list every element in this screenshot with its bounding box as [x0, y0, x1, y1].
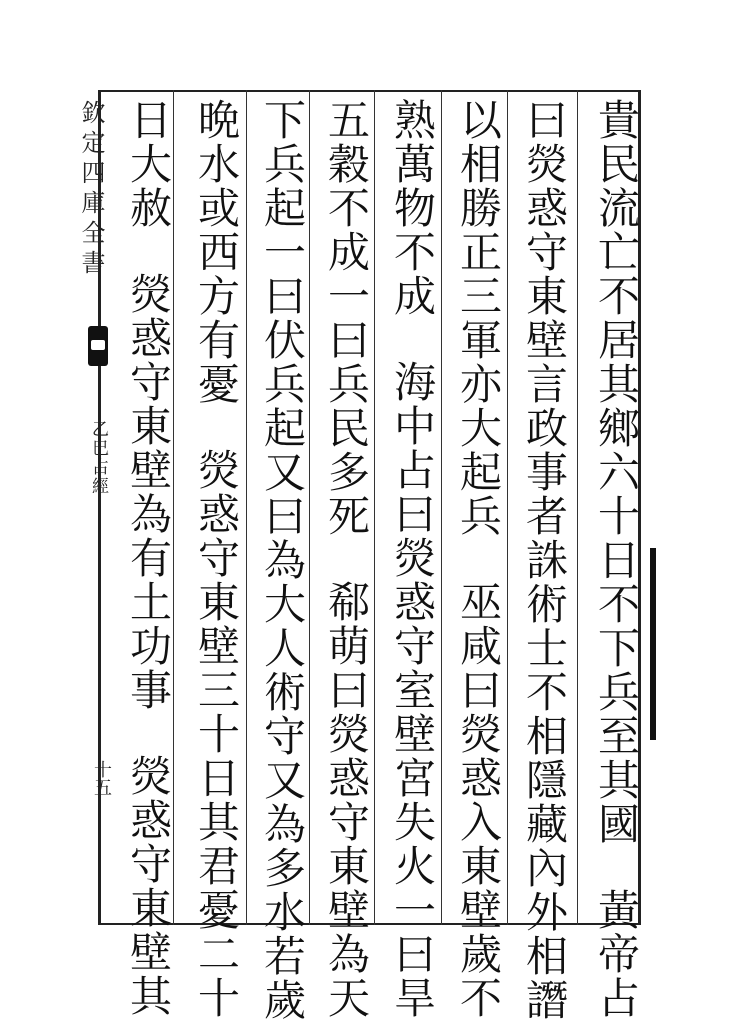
- text-segment: 下兵起一曰伏兵起又曰為大人術守又為多水若歲: [258, 98, 307, 1022]
- text-segment: 熟萬物不成: [388, 98, 437, 318]
- text-column-8: [120, 98, 176, 1018]
- text-column-4: [384, 98, 440, 1020]
- text-segment: 海中占曰熒惑守室壁宮失火一曰旱: [388, 360, 437, 1020]
- column-rule: [577, 90, 578, 925]
- text-column-1: [588, 98, 644, 1020]
- text-segment: 貴民流亡不居其鄉六十日不下兵至其國: [592, 98, 641, 846]
- text-segment: 五穀不成一曰兵民多死: [322, 98, 371, 538]
- text-segment: 日大赦: [124, 98, 173, 230]
- text-column-3: [450, 98, 506, 1020]
- text-segment: 曰熒惑守東壁言政事者誅術士不相隱藏內外相譖: [520, 98, 569, 1022]
- text-segment: 以相勝正三軍亦大起兵: [454, 98, 503, 538]
- text-column-2: [516, 98, 572, 1022]
- banxin-title: 欽定四庫全書: [77, 100, 105, 280]
- column-rule: [507, 90, 508, 925]
- text-segment: 熒惑守東壁三十日其君憂二十: [192, 448, 241, 1020]
- text-segment: 巫咸曰熒惑入東壁歲不: [454, 580, 503, 1020]
- fishtail-mark-icon: [88, 326, 108, 366]
- text-segment: 熒惑守東壁為有土功事: [124, 272, 173, 712]
- text-column-6: [254, 98, 310, 1022]
- banxin-book-title: 乙巳占經: [88, 420, 108, 496]
- column-rule: [374, 90, 375, 925]
- text-segment: 熒惑守東壁其: [124, 754, 173, 1018]
- column-rule: [441, 90, 442, 925]
- text-segment: 黃帝占: [592, 888, 641, 1020]
- margin-bar: [650, 548, 656, 740]
- text-column-7: [188, 98, 244, 1020]
- column-rule: [246, 90, 247, 925]
- text-column-5: [318, 98, 374, 1020]
- text-segment: 郗萌曰熒惑守東壁為天: [322, 580, 371, 1020]
- text-segment: 晩水或西方有憂: [192, 98, 241, 406]
- folio-number: 十五: [91, 760, 112, 796]
